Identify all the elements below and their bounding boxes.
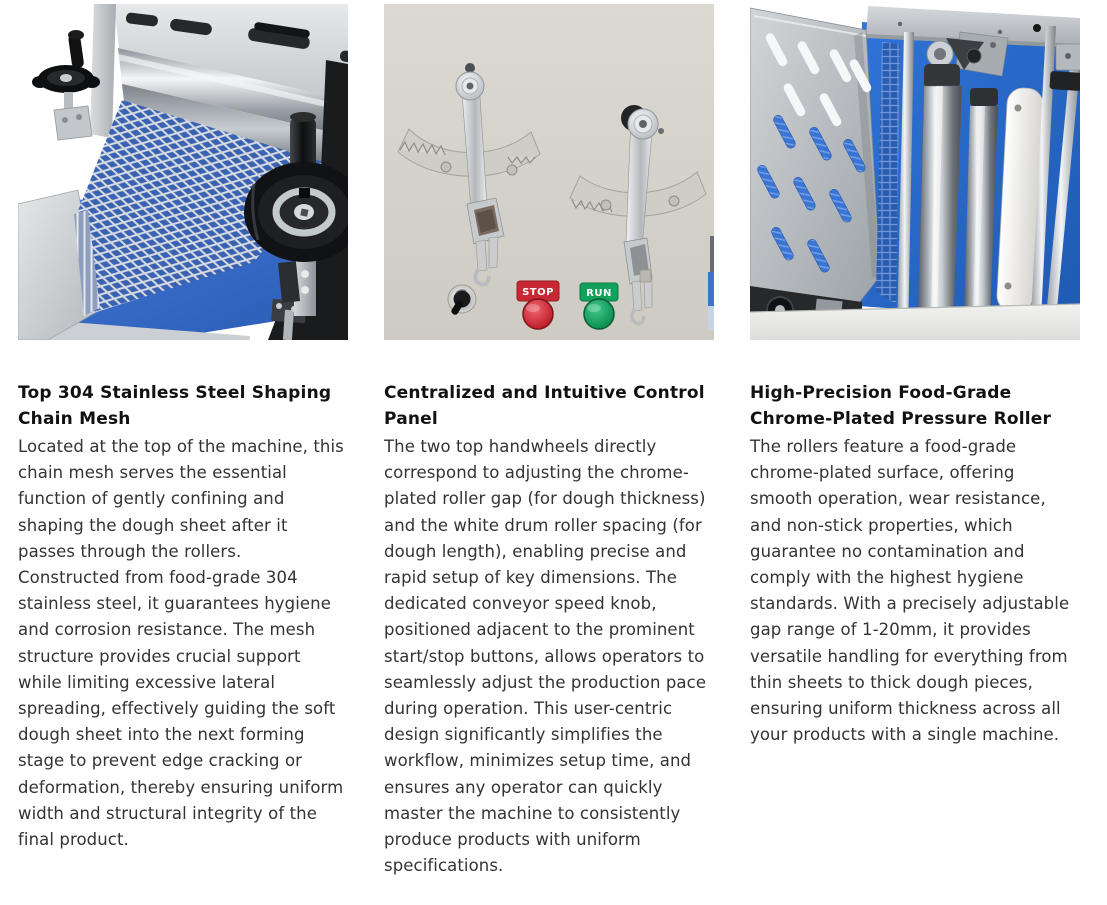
belt-edge-glimpse-2 bbox=[708, 306, 714, 330]
control-panel-photo bbox=[384, 4, 714, 340]
feature-card-pressure-roller bbox=[750, 4, 1080, 879]
feature-title: High-Precision Food-Grade Chrome-Plated Pressure Roller bbox=[750, 383, 1052, 429]
feature-body: The two top handwheels directly correspond to adjusting the chrome-plated roller gap (for dough thickness) and the white drum roller spacing (for dough length), enabling precise and rapid setup of key dimensions. The dedicated conveyor speed knob, positioned adjacent to the prominent start/stop buttons, allows operators to seamlessly adjust the production pace during operation. This user-centric design significantly simplifies the workflow, minimizes setup time, and ensures any operator can quickly master the machine to consistently produce products with uniform specifications. bbox=[384, 437, 707, 876]
panel-clip bbox=[640, 270, 651, 282]
feature-title: Centralized and Intuitive Control Panel bbox=[384, 383, 705, 429]
control-panel-photo-svg bbox=[384, 4, 714, 340]
pressure-roller-photo bbox=[750, 4, 1080, 340]
belt-edge-glimpse bbox=[708, 272, 714, 308]
feature-title: Top 304 Stainless Steel Shaping Chain Mesh bbox=[18, 383, 332, 429]
feature-body: The rollers feature a food-grade chrome-plated surface, offering smooth operation, wear resistance, and non-stick properties, which guarantee no contamination and comply with the highest hygiene standards. With a precisely adjustable gap range of 1-20mm, it provides versatile handling for everything from thin sheets to thick dough pieces, ensuring uniform thickness across all your products with a single machine. bbox=[750, 437, 1070, 745]
feature-card-control-panel bbox=[384, 4, 714, 879]
feature-body: Located at the top of the machine, this chain mesh serves the essential function of gently confining and shaping the dough sheet after it passes through the rollers. Constructed from food-grade 304 stainless steel, it guarantees hygiene and corrosion resistance. The mesh structure provides crucial support while limiting excessive lateral spreading, effectively guiding the soft dough sheet into the next forming stage to prevent edge cracking or deformation, thereby ensuring uniform width and structural integrity of the final product. bbox=[18, 437, 344, 850]
chain-mesh-photo bbox=[18, 4, 348, 340]
feature-card-chain-mesh bbox=[18, 4, 348, 879]
chain-mesh-photo-svg bbox=[18, 4, 348, 340]
panel-right-edge bbox=[710, 236, 714, 274]
run-label: RUN bbox=[586, 288, 612, 299]
perforated-guard-panel bbox=[750, 8, 880, 304]
pressure-roller-photo-svg bbox=[750, 4, 1080, 340]
stop-label: STOP bbox=[522, 287, 554, 298]
